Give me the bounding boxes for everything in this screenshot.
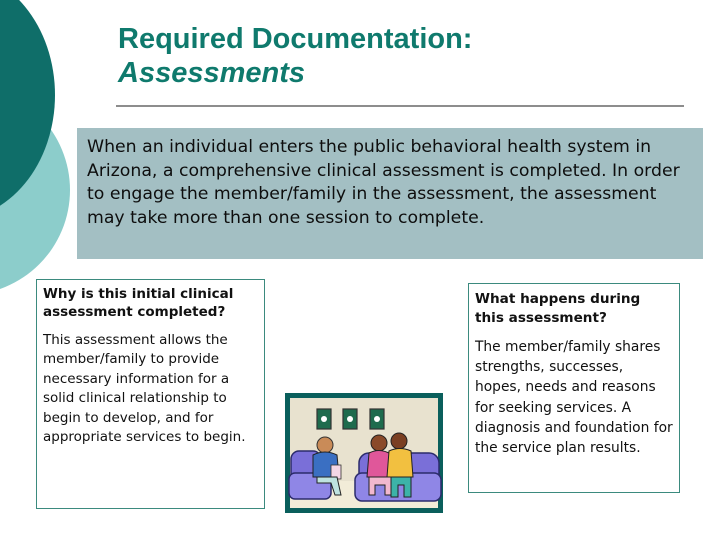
what-answer: The member/family shares strengths, successes, hopes, needs and reasons for seeking services. A diagnosis and foundation for the service plan results. — [475, 339, 673, 457]
slide-title — [118, 22, 472, 90]
why-assessment-box — [36, 279, 265, 509]
title-line-1: Required Documentation: — [118, 23, 473, 55]
why-answer: This assessment allows the member/family to provide necessary information for a solid clinical relationship to begin to develop, and for appropriate services to begin. — [43, 332, 246, 446]
counseling-session-clipart-icon — [285, 393, 443, 513]
title-line-2: Assessments — [118, 57, 305, 89]
intro-text-box: When an individual enters the public behavioral health system in Arizona, a comprehensive clinical assessment is completed. In order to engage the member/family in the assessment, the assessment may take more than one session to complete. — [77, 128, 703, 259]
what-question: What happens during this assessment? — [475, 291, 641, 326]
what-happens-box — [468, 283, 680, 493]
title-divider — [116, 105, 684, 107]
why-question: Why is this initial clinical assessment completed? — [43, 286, 234, 320]
